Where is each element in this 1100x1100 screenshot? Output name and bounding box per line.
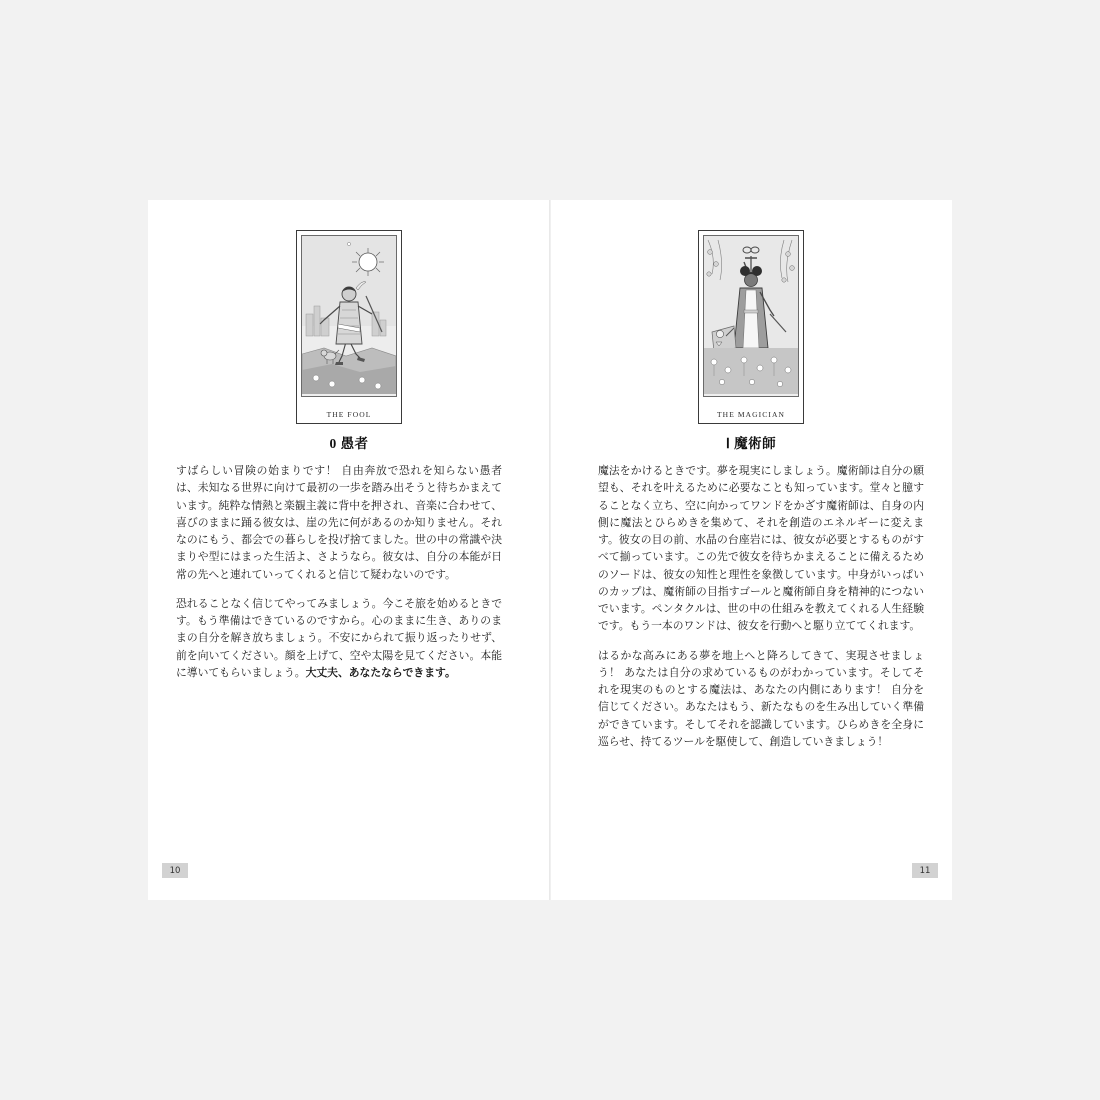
left-chapter-title: 0 愚者 xyxy=(329,436,369,451)
left-card-wrap xyxy=(148,230,550,424)
left-paragraph-2 xyxy=(176,595,502,681)
right-chapter-title: Ⅰ 魔術師 xyxy=(725,436,777,451)
card-label-magician: THE MAGICIAN xyxy=(717,410,785,419)
right-body-text xyxy=(598,462,924,750)
left-paragraph-1: すばらしい冒険の始まりです！ 自由奔放で恐れを知らない愚者は、未知なる世界に向けて最初の一歩を踏み出そうと待ちかまえています。純粋な情熱と楽観主義に背中を押され、音楽に合わせて、喜びのままに踊る彼女は、崖の先に何があるのか知りません。それなのにもう、都会での暮らしを投げ捨てました。世の中の常識や決まりや型にはまった生活よ、さようなら。彼女は、自分の本能が日常の先へと連れていってくれると信じて疑わないのです。 xyxy=(176,464,502,581)
card-label-fool: THE FOOL xyxy=(326,410,372,419)
book-gutter xyxy=(549,200,551,900)
right-page xyxy=(550,200,952,900)
right-card-wrap xyxy=(550,230,952,424)
left-paragraph-2-text: 恐れることなく信じてやってみましょう。今こそ旅を始めるときです。もう準備はできているのですから。心のままに生き、ありのままの自分を解き放ちましょう。不安にかられて振り返ったりせず、前を向いてください。顔を上げて、空や太陽を見てください。本能に導いてもらいましょう。 xyxy=(176,596,502,679)
fool-card-art xyxy=(301,235,397,397)
folio-left: 10 xyxy=(162,863,188,878)
left-page xyxy=(148,200,550,900)
right-paragraph-1: 魔法をかけるときです。夢を現実にしましょう。魔術師は自分の願望も、それを叶えるために必要なことも知っています。堂々と臆することなく立ち、空に向かってワンドをかざす魔術師は、自身の内側に魔法とひらめきを集めて、それを創造のエネルギーに変えます。彼女の目の前、水晶の台座岩には、彼女が必要とするものがすべて揃っています。この先で彼女を待ちかまえることに備えるためのソードは、彼女の知性と理性を象徴しています。中身がいっぱいのカップは、魔術師の目指すゴールと魔術師自身を精神的につないでいます。ペンタクルは、世の中の仕組みを教えてくれる人生経験です。もう一本のワンドは、彼女を行動へと駆り立ててくれます。 xyxy=(598,464,924,633)
left-bold-tail: 大丈夫、あなたならできます。 xyxy=(305,665,456,679)
folio-right: 11 xyxy=(912,863,938,878)
tarot-card-magician xyxy=(698,230,804,424)
magician-card-art xyxy=(703,235,799,397)
right-paragraph-2: はるかな高みにある夢を地上へと降ろしてきて、実現させましょう！ あなたは自分の求めているものがわかっています。そしてそれを現実のものとする魔法は、あなたの内側にあります！ 自分を信じてください。あなたはもう、新たなものを生み出していく準備ができています。そしてそれを認識しています。ひらめきを全身に巡らせ、持てるツールを駆使して、創造していきましょう！ xyxy=(598,648,924,748)
left-body-text xyxy=(176,462,502,681)
tarot-card-fool xyxy=(296,230,402,424)
